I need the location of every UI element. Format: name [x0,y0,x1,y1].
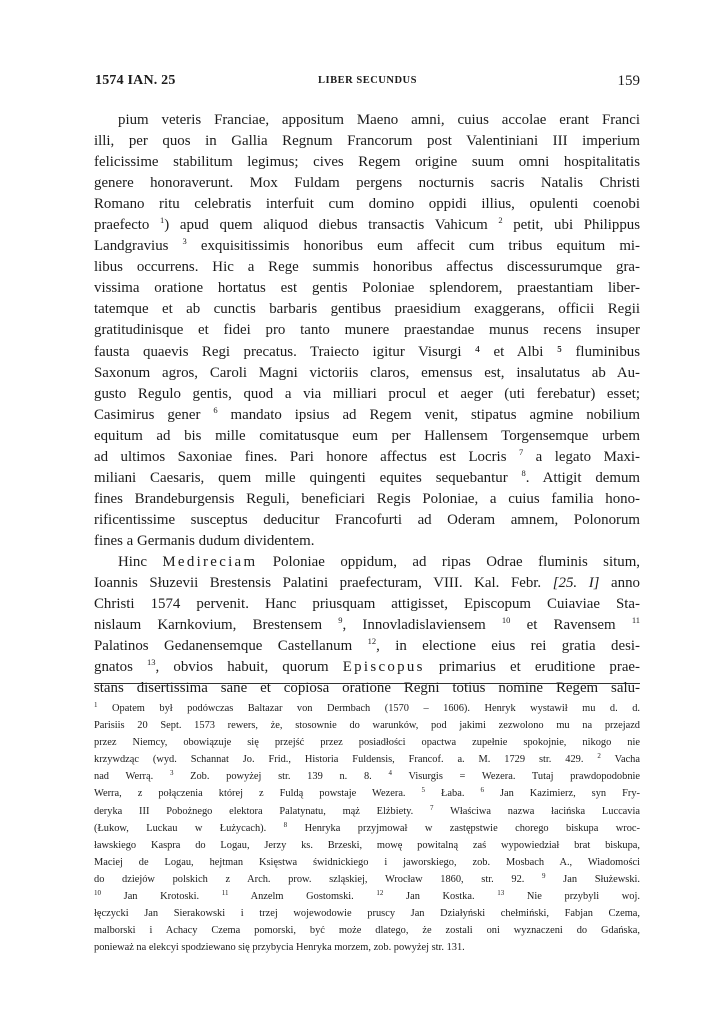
footnote-line: deryka III Pobożnego elektora Palatynatu, mąż Elżbiety. $^7$ Właściwa nazwa łacińska Luccavia [94,803,640,817]
text-line: Casimirus gener $^6$ mandato ipsius ad Regem venit, stipatus agmine nobilium [94,404,640,423]
text-line: gratitudinisque et fidei pro tanto munere praestandae munus recens insuper [94,322,640,339]
footnote-ref: 1 [94,701,98,709]
text-line: felicissime stabilitum legimus; cives Regem origine suum omni hospitalitatis [94,154,640,171]
footnote-ref: 8 [283,820,288,829]
text-line: pium veteris Franciae, appositum Maeno amni, cuius accolae erant Franci [118,112,640,128]
footnote-ref: 10 [501,615,511,626]
footnote-ref: 7 [429,803,434,812]
text-line: ad ultimos Saxoniae fines. Pari honore affectus est Locris $^7$ a legato Maxi- [94,446,640,465]
footnote-line: do dziejów polskich z Arch. prow. szląskiej, Wrocław 1860, str. 92. $^9$ Jan Służewski. [94,871,641,885]
footnote-line: Maciej de Logau, hejtman Księstwa świdnickiego i jaworskiego, zob. Mosbach A., Wiadomości [94,856,640,868]
text-line: genere honoraverunt. Mox Fuldam pergens nocturnis sacris Natalis Christi [94,175,640,192]
main-text [94,110,640,699]
footnote-line: nad Werrą. $^3$ Zob. powyżej str. 139 n. 8. $^4$ Visurgis = Wezera. Tutaj prawdopodobnie [94,769,641,783]
footnote-line: Werra, z połączenia której z Fuldą powstaje Wezera. $^5$ Łaba. $^6$ Jan Kazimierz, syn Fry- [94,786,641,800]
text-line: Landgravius $^3$ exquisitissimis honoribus eum affecit cum tribus equitum mi- [94,236,641,255]
text-line: fines Brandeburgensis Reguli, beneficiari Regis Poloniae, a cuius familia hono- [94,490,640,507]
text-line: fines a Germanis dudum dividentem. [94,532,315,549]
footnote-divider [94,683,640,684]
footnote-ref: 5 [421,786,426,795]
text-line: fausta quaevis Regi precatus. Traiecto igitur Visurgi ⁴ et Albi ⁵ fluminibus [94,343,640,360]
footnote-line: $^{10}$ Jan Krotoski. $^{11}$ Anzelm Gostomski. $^{12}$ Jan Kostka. $^{13}$ Nie przybyli woj. [94,889,640,903]
footnote-line: przez Niemcy, obowiązuje się przejść przez posiadłości opactwa zupełnie spokojnie, nikogo nie [94,737,640,749]
text-line: Christi 1574 pervenit. Hanc priusquam attigisset, Episcopum Cuiaviae Sta- [94,596,640,613]
text-line: Hinc Medireciam Poloniae oppidum, ad ripas Odrae fluminis situm, [118,553,641,570]
footnote-ref: 3 [182,236,187,247]
footnote-ref: 1 [160,215,165,226]
page-number: 159 [617,73,640,89]
text-line: Ioannis Słuzevii Brestensis Palatini praefecturam, VIII. Kal. Febr. [25. I] anno [94,575,640,592]
text-line: vissima oratione hortatus est gentis Poloniae splendorem, praestantiam liber- [94,280,640,297]
text-line: Romano ritu celebratis interfuit cum domino oppidi illius, opulenti coenobi [94,196,640,213]
footnote-line: krzywdząc (wyd. Schannat Jo. Frid., Historia Fuldensis, Francof. a. M. 1729 str. 429. $^2$ Vacha [94,752,640,766]
footnote-ref: 12 [367,636,377,647]
spaced-word: Episcopus [342,659,425,676]
text-line: illi, per quos in Gallia Regnum Francorum post Valentiniani III imperium [94,133,640,150]
footnote-line: łęczycki Jan Sierakowski i trzej wojewodowie pruscy Jan Działyński chełmiński, Fabjan Czema, [94,908,640,920]
spaced-name: Medireciam [162,553,258,570]
date-reference: [25. I] [552,575,600,592]
footnote-ref: 8 [521,467,526,478]
paragraph-2 [94,552,640,699]
text-line: tatemque et ab cunctis barbaris gentibus praesidium exaggerans, officii Regii [94,301,640,318]
footnote-ref: 11 [631,615,640,626]
text-line: nislaum Karnkovium, Brestensem $^9$, Innovladislaviensem $^{10}$ et Ravensem $^{11}$ [94,615,640,634]
text-line: miliani Caesaris, quem mille quingenti equites sequebantur $^8$. Attigit demum [94,467,640,486]
header-date: 1574 IAN. 25 [95,73,176,88]
footnote-ref: 6 [480,786,484,795]
text-line: Palatinos Gedanensemque Castellanum $^{12}$, in electione eius rei gratia desi- [94,636,641,655]
footnote-ref: 9 [338,615,343,626]
footnote-ref: 11 [221,889,229,898]
running-header [95,73,640,95]
footnote-ref: 13 [147,657,156,668]
text-line: libus occurrens. Hic a Rege summis honoribus affectus discessurumque gra- [94,259,640,276]
footnote-line: ponieważ na elekcyi spodziewano się przybycia Henryka morzem, zob. powyżej str. 131. [94,942,465,954]
text-line: gusto Regulo gentis, quod a via milliari procul et aeger (uti ferebatur) esset; [94,385,640,402]
footnote-ref: 9 [542,871,546,880]
footnote-line: (Łukow, Luckau w Łużycach). $^8$ Henryka przyjmował w zastępstwie chorego biskupa wroc- [94,820,640,834]
text-line: stans disertissima sane et copiosa oratione Regni totius nomine Regem salu- [94,680,640,697]
text-line: rificentissime susceptus deducitur Francofurti ad Oderam amnem, Polonorum [94,511,640,528]
text-line: gnatos $^{13}$, obvios habuit, quorum Episcopus primarius et eruditione prae- [94,657,640,676]
footnote-ref: 13 [497,889,505,898]
footnote-ref: 10 [94,889,101,898]
footnote-ref: 7 [518,446,524,457]
footnote-ref: 3 [169,769,174,778]
text-line: Saxonum agros, Caroli Magni victoriis claros, emensus est, insalutatus ab Au- [94,364,640,381]
footnote-ref: 2 [498,215,503,226]
footnote-line: Parisiis 20 Sept. 1573 rewers, że, stosownie do warunków, pod jakimi zezwolono mu na przejazd [94,720,640,732]
paragraph-1 [94,110,640,552]
footnote-line: ławskiego Kaspra do Logau, Jerzy ks. Brzeski, mowę powitalną zaś wypowiedział brat biskupa, [94,839,640,851]
text-line: equitum ad bis mille comitatusque eum per Hallensem Torgensemque urbem [94,427,640,444]
text-line: praefecto $^1$) apud quem aliquod diebus transactis Vahicum $^2$ petit, ubi Philippus [94,215,641,234]
footnote-line: malborski i Achacy Czema pomorski, być może dlatego, że zostali oni wyznaczeni do Gdańska, [94,925,640,937]
footnote-ref: 6 [213,404,218,415]
footnotes [94,700,640,956]
footnote-ref: 4 [388,769,392,778]
header-book-title: LIBER SECUNDUS [318,75,417,86]
footnote-line: $^1$ Opatem był podówczas Baltazar von Dermbach (1570 – 1606). Henryk wystawił mu d. d. [94,701,640,714]
footnote-ref: 12 [376,889,384,898]
footnote-ref: 2 [597,752,601,761]
